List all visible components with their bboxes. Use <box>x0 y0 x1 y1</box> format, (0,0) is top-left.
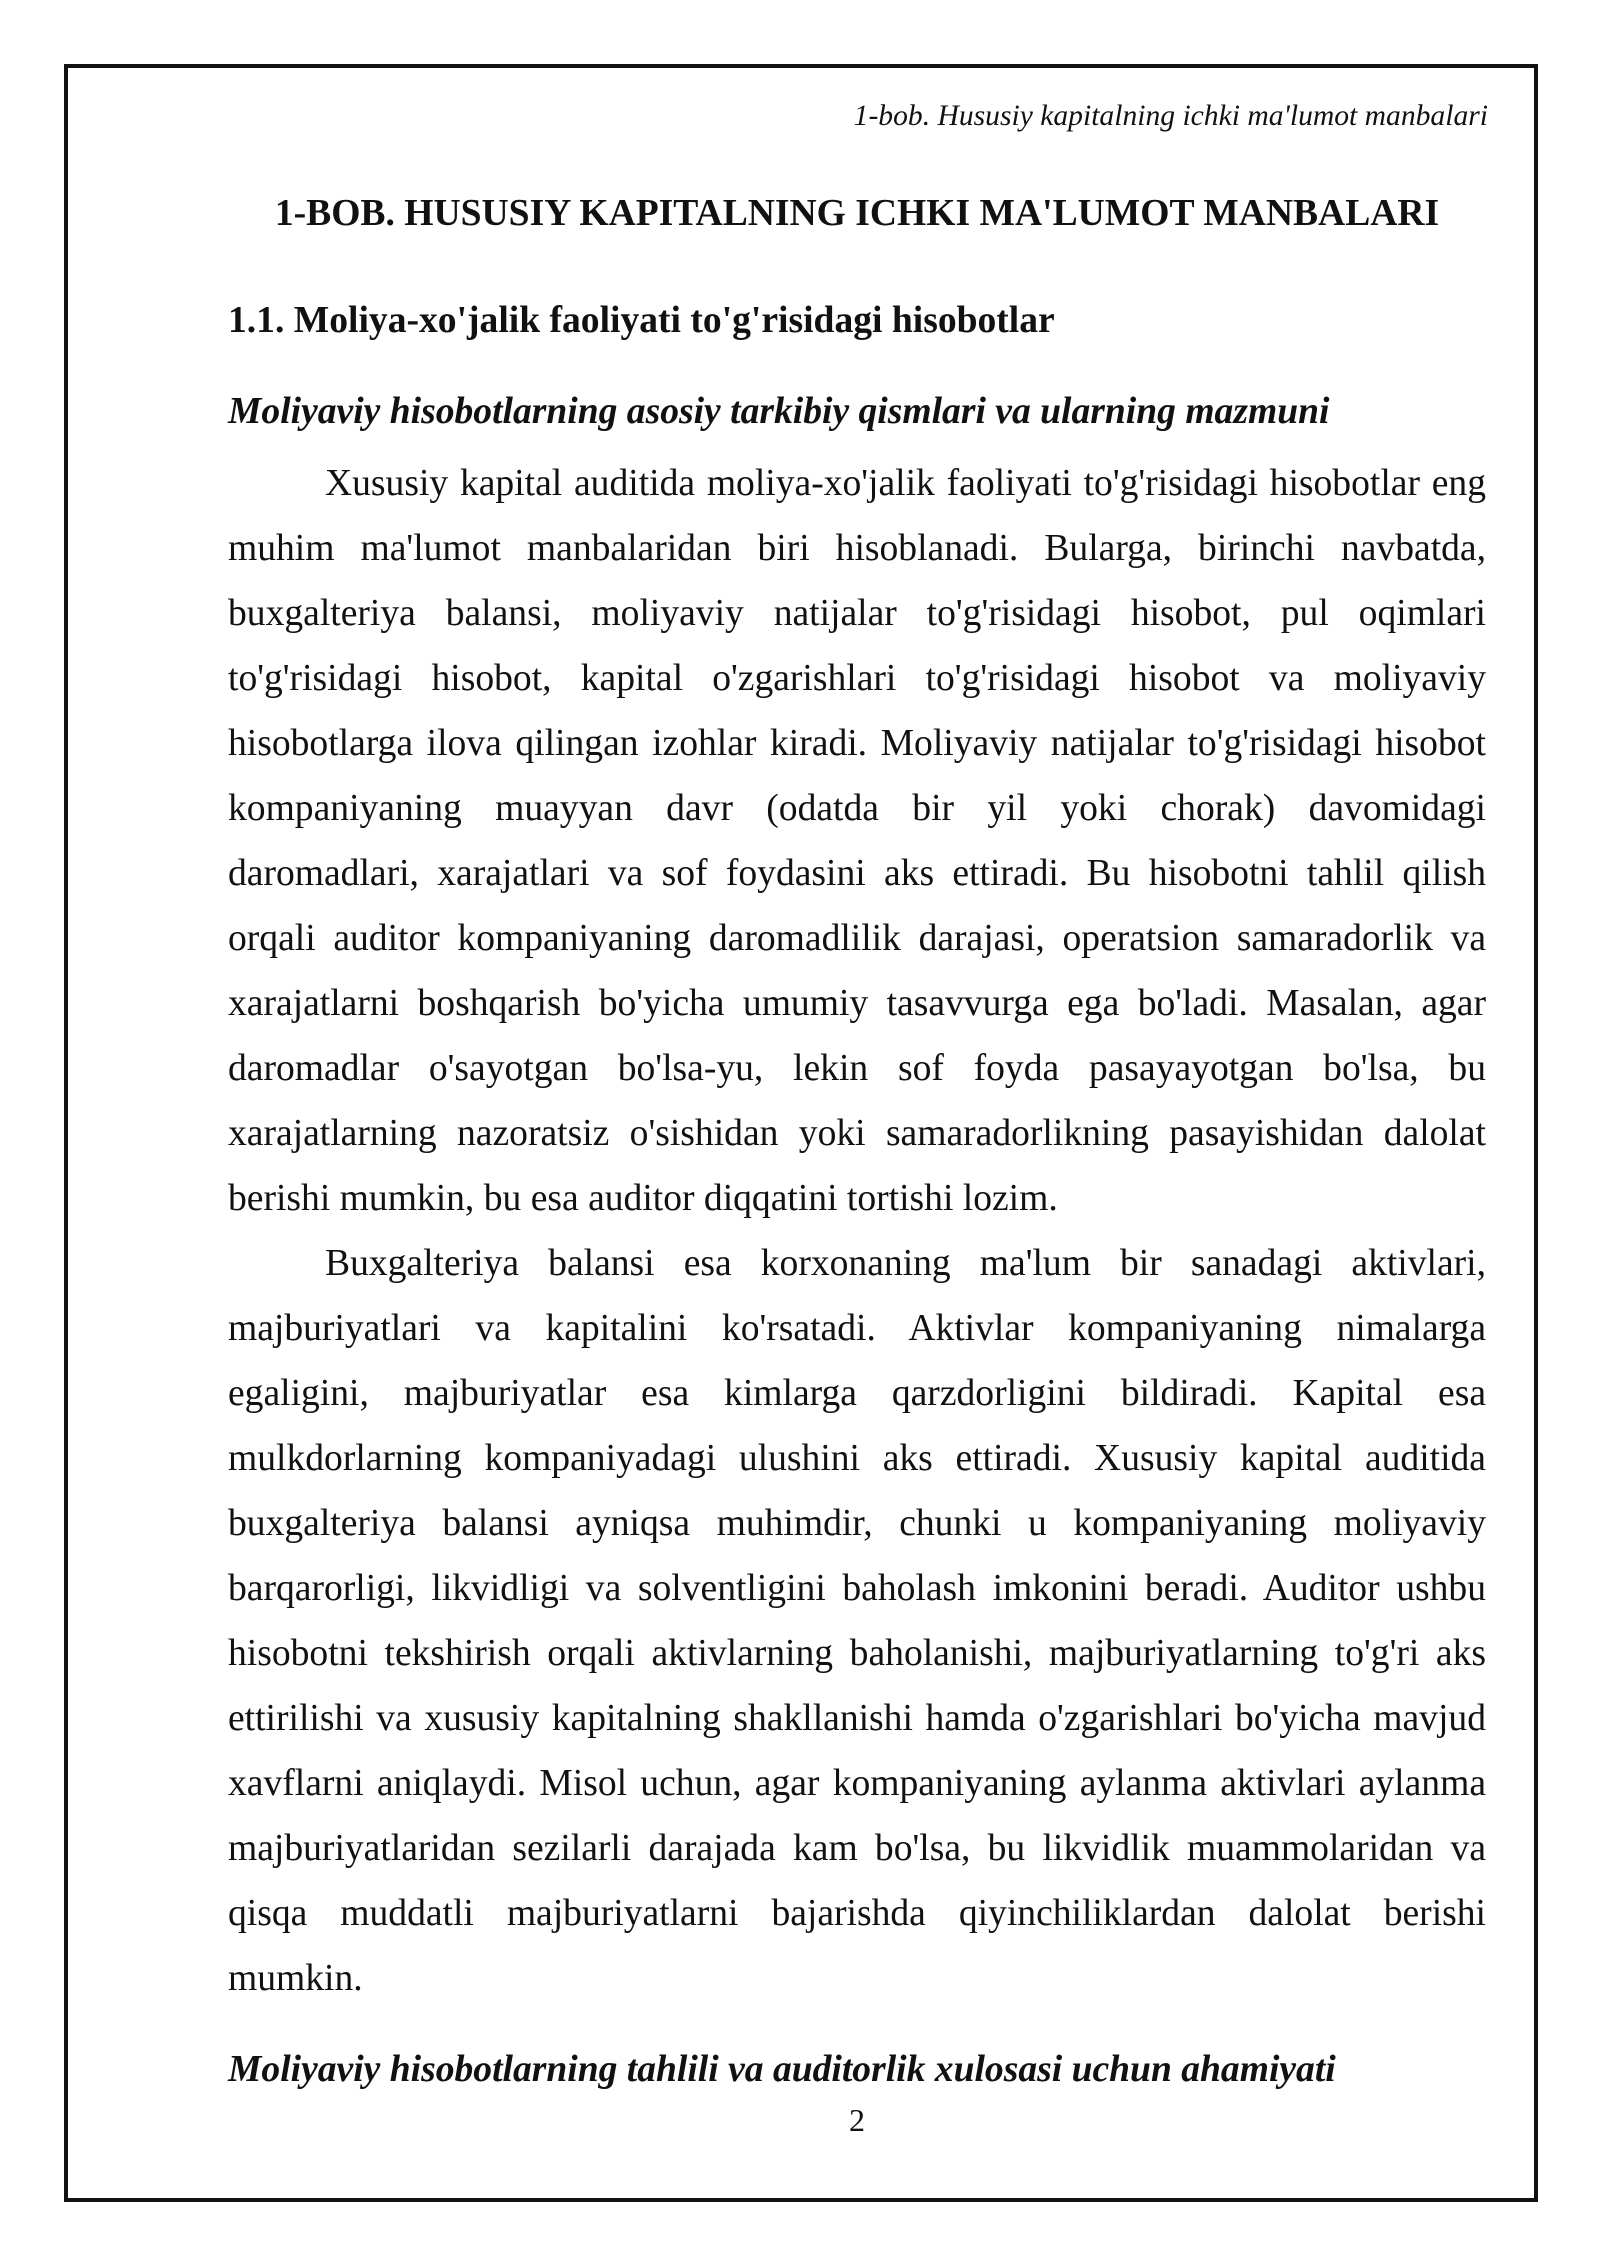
running-header: 1-bob. Hususiy kapitalning ichki ma'lumot manbalari <box>853 100 1488 132</box>
text-line: mulkdorlarning kompaniyadagi ulushini aks ettiradi. Xususiy kapital auditida <box>228 1438 1486 1479</box>
text-line: barqarorligi, likvidligi va solventligini baholash imkonini beradi. Auditor ushbu <box>228 1568 1486 1609</box>
chapter-title: 1-BOB. HUSUSIY KAPITALNING ICHKI MA'LUMOT MANBALARI <box>274 193 1440 234</box>
text-line: hisobotlarga ilova qilingan izohlar kiradi. Moliyaviy natijalar to'g'risidagi hisobot <box>228 723 1486 764</box>
text-line: to'g'risidagi hisobot, kapital o'zgarishlari to'g'risidagi hisobot va moliyaviy <box>228 658 1486 699</box>
text-line: xarajatlarning nazoratsiz o'sishidan yoki samaradorlikning pasayishidan dalolat <box>228 1113 1486 1154</box>
text-line: egaligini, majburiyatlar esa kimlarga qarzdorligini bildiradi. Kapital esa <box>228 1373 1486 1414</box>
page-number: 2 <box>849 2102 865 2138</box>
paragraph <box>228 451 1486 1231</box>
text-line: hisobotni tekshirish orqali aktivlarning baholanishi, majburiyatlarning to'g'ri aks <box>228 1633 1486 1674</box>
text-line: Xususiy kapital auditida moliya-xo'jalik faoliyati to'g'risidagi hisobotlar eng <box>325 463 1486 504</box>
text-line: daromadlar o'sayotgan bo'lsa-yu, lekin sof foyda pasayayotgan bo'lsa, bu <box>228 1048 1486 1089</box>
text-line: ettirilishi va xususiy kapitalning shakllanishi hamda o'zgarishlari bo'yicha mavjud <box>228 1698 1486 1739</box>
text-line: kompaniyaning muayyan davr (odatda bir yil yoki chorak) davomidagi <box>228 788 1486 829</box>
text-line: orqali auditor kompaniyaning daromadlilik darajasi, operatsion samaradorlik va <box>228 918 1486 959</box>
text-line: buxgalteriya balansi ayniqsa muhimdir, chunki u kompaniyaning moliyaviy <box>228 1503 1486 1544</box>
text-line: qisqa muddatli majburiyatlarni bajarishda qiyinchiliklardan dalolat berishi <box>228 1893 1486 1934</box>
subsection-heading: Moliyaviy hisobotlarning tahlili va auditorlik xulosasi uchun ahamiyati <box>228 2049 1336 2090</box>
text-line: xavflarni aniqlaydi. Misol uchun, agar kompaniyaning aylanma aktivlari aylanma <box>228 1763 1486 1804</box>
text-line: majburiyatlari va kapitalini ko'rsatadi. Aktivlar kompaniyaning nimalarga <box>228 1308 1486 1349</box>
text-line: buxgalteriya balansi, moliyaviy natijalar to'g'risidagi hisobot, pul oqimlari <box>228 593 1486 634</box>
section-heading: 1.1. Moliya-xo'jalik faoliyati to'g'risidagi hisobotlar <box>228 300 1055 341</box>
text-line: majburiyatlaridan sezilarli darajada kam bo'lsa, bu likvidlik muammolaridan va <box>228 1828 1486 1869</box>
text-line: mumkin. <box>228 1958 363 1999</box>
text-line: muhim ma'lumot manbalaridan biri hisoblanadi. Bularga, birinchi navbatda, <box>228 528 1486 569</box>
body-text <box>228 451 1486 2011</box>
text-line: daromadlari, xarajatlari va sof foydasini aks ettiradi. Bu hisobotni tahlil qilish <box>228 853 1486 894</box>
subsection-heading: Moliyaviy hisobotlarning asosiy tarkibiy qismlari va ularning mazmuni <box>228 391 1330 432</box>
paragraph <box>228 1231 1486 2011</box>
text-line: Buxgalteriya balansi esa korxonaning ma'lum bir sanadagi aktivlari, <box>325 1243 1486 1284</box>
text-line: xarajatlarni boshqarish bo'yicha umumiy tasavvurga ega bo'ladi. Masalan, agar <box>228 983 1486 1024</box>
text-line: berishi mumkin, bu esa auditor diqqatini tortishi lozim. <box>228 1178 1058 1219</box>
